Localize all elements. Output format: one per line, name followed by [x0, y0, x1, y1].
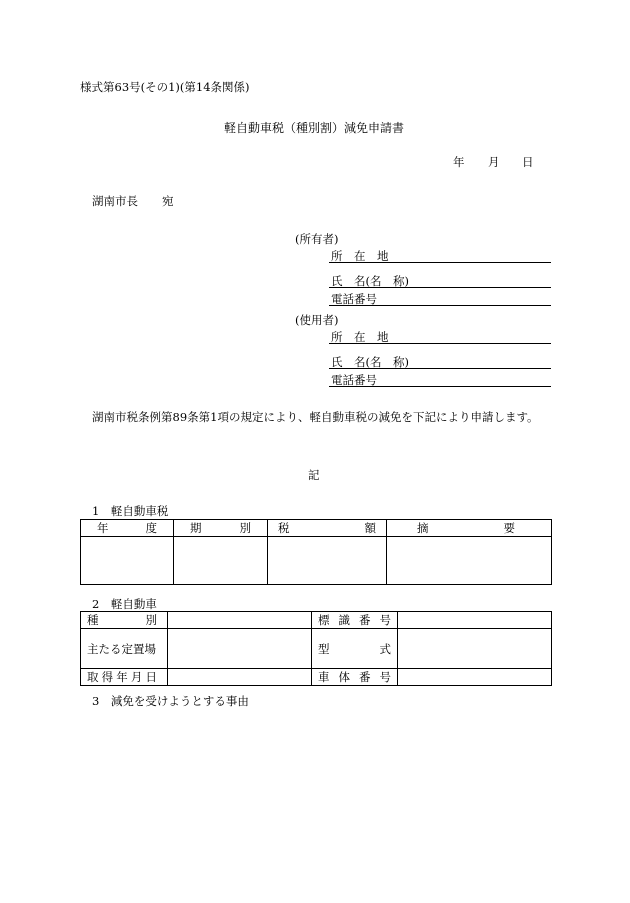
- user-name-label: 氏 名(名 称): [331, 355, 409, 369]
- section2-heading: 2 軽自動車: [92, 597, 157, 611]
- cell-remarks[interactable]: [387, 537, 552, 585]
- tax-table: [80, 519, 552, 585]
- statement: 湖南市税条例第89条第1項の規定により、軽自動車税の減免を下記により申請します。: [92, 410, 539, 424]
- cell-tax-amount[interactable]: [268, 537, 387, 585]
- cell-vehicle-type[interactable]: [168, 612, 312, 629]
- vehicle-table: [80, 611, 552, 686]
- form-number: 様式第63号(その1)(第14条関係): [80, 80, 250, 94]
- cell-fiscal-year[interactable]: [81, 537, 174, 585]
- cell-model[interactable]: [398, 629, 552, 669]
- cell-plate-number[interactable]: [398, 612, 552, 629]
- section1-heading: 1 軽自動車税: [92, 504, 169, 518]
- document-title: 軽自動車税（種別割）減免申請書: [224, 121, 405, 135]
- date-day: 日: [522, 155, 534, 169]
- date-month: 月: [488, 155, 500, 169]
- owner-phone-label: 電話番号: [331, 292, 377, 306]
- owner-address-line[interactable]: [329, 262, 551, 263]
- section3-heading: 3 減免を受けようとする事由: [92, 694, 249, 708]
- cell-period[interactable]: [174, 537, 268, 585]
- header-fiscal-year: 年 度: [81, 520, 174, 537]
- user-address-label: 所 在 地: [331, 330, 389, 344]
- owner-heading: (所有者): [295, 232, 339, 246]
- addressee: 湖南市長: [92, 194, 138, 208]
- ki-mark: 記: [308, 468, 320, 482]
- date-year: 年: [453, 155, 465, 169]
- header-remarks: 摘 要: [387, 520, 552, 537]
- label-model: 型 式: [312, 629, 398, 669]
- label-plate-number: 標 識 番 号: [312, 612, 398, 629]
- owner-name-line[interactable]: [329, 287, 551, 288]
- label-chassis-number: 車 体 番 号: [312, 669, 398, 686]
- cell-acquisition-date[interactable]: [168, 669, 312, 686]
- label-vehicle-type: 種 別: [81, 612, 168, 629]
- owner-name-label: 氏 名(名 称): [331, 274, 409, 288]
- cell-chassis-number[interactable]: [398, 669, 552, 686]
- cell-storage-location[interactable]: [168, 629, 312, 669]
- header-tax-amount: 税 額: [268, 520, 387, 537]
- user-address-line[interactable]: [329, 343, 551, 344]
- label-storage-location: 主たる定置場: [81, 629, 168, 669]
- header-period: 期 別: [174, 520, 268, 537]
- user-name-line[interactable]: [329, 368, 551, 369]
- owner-address-label: 所 在 地: [331, 249, 389, 263]
- user-phone-label: 電話番号: [331, 373, 377, 387]
- label-acquisition-date: 取 得 年 月 日: [81, 669, 168, 686]
- user-heading: (使用者): [295, 313, 339, 327]
- user-phone-line[interactable]: [329, 386, 551, 387]
- owner-phone-line[interactable]: [329, 305, 551, 306]
- addressee-suffix: 宛: [162, 194, 174, 208]
